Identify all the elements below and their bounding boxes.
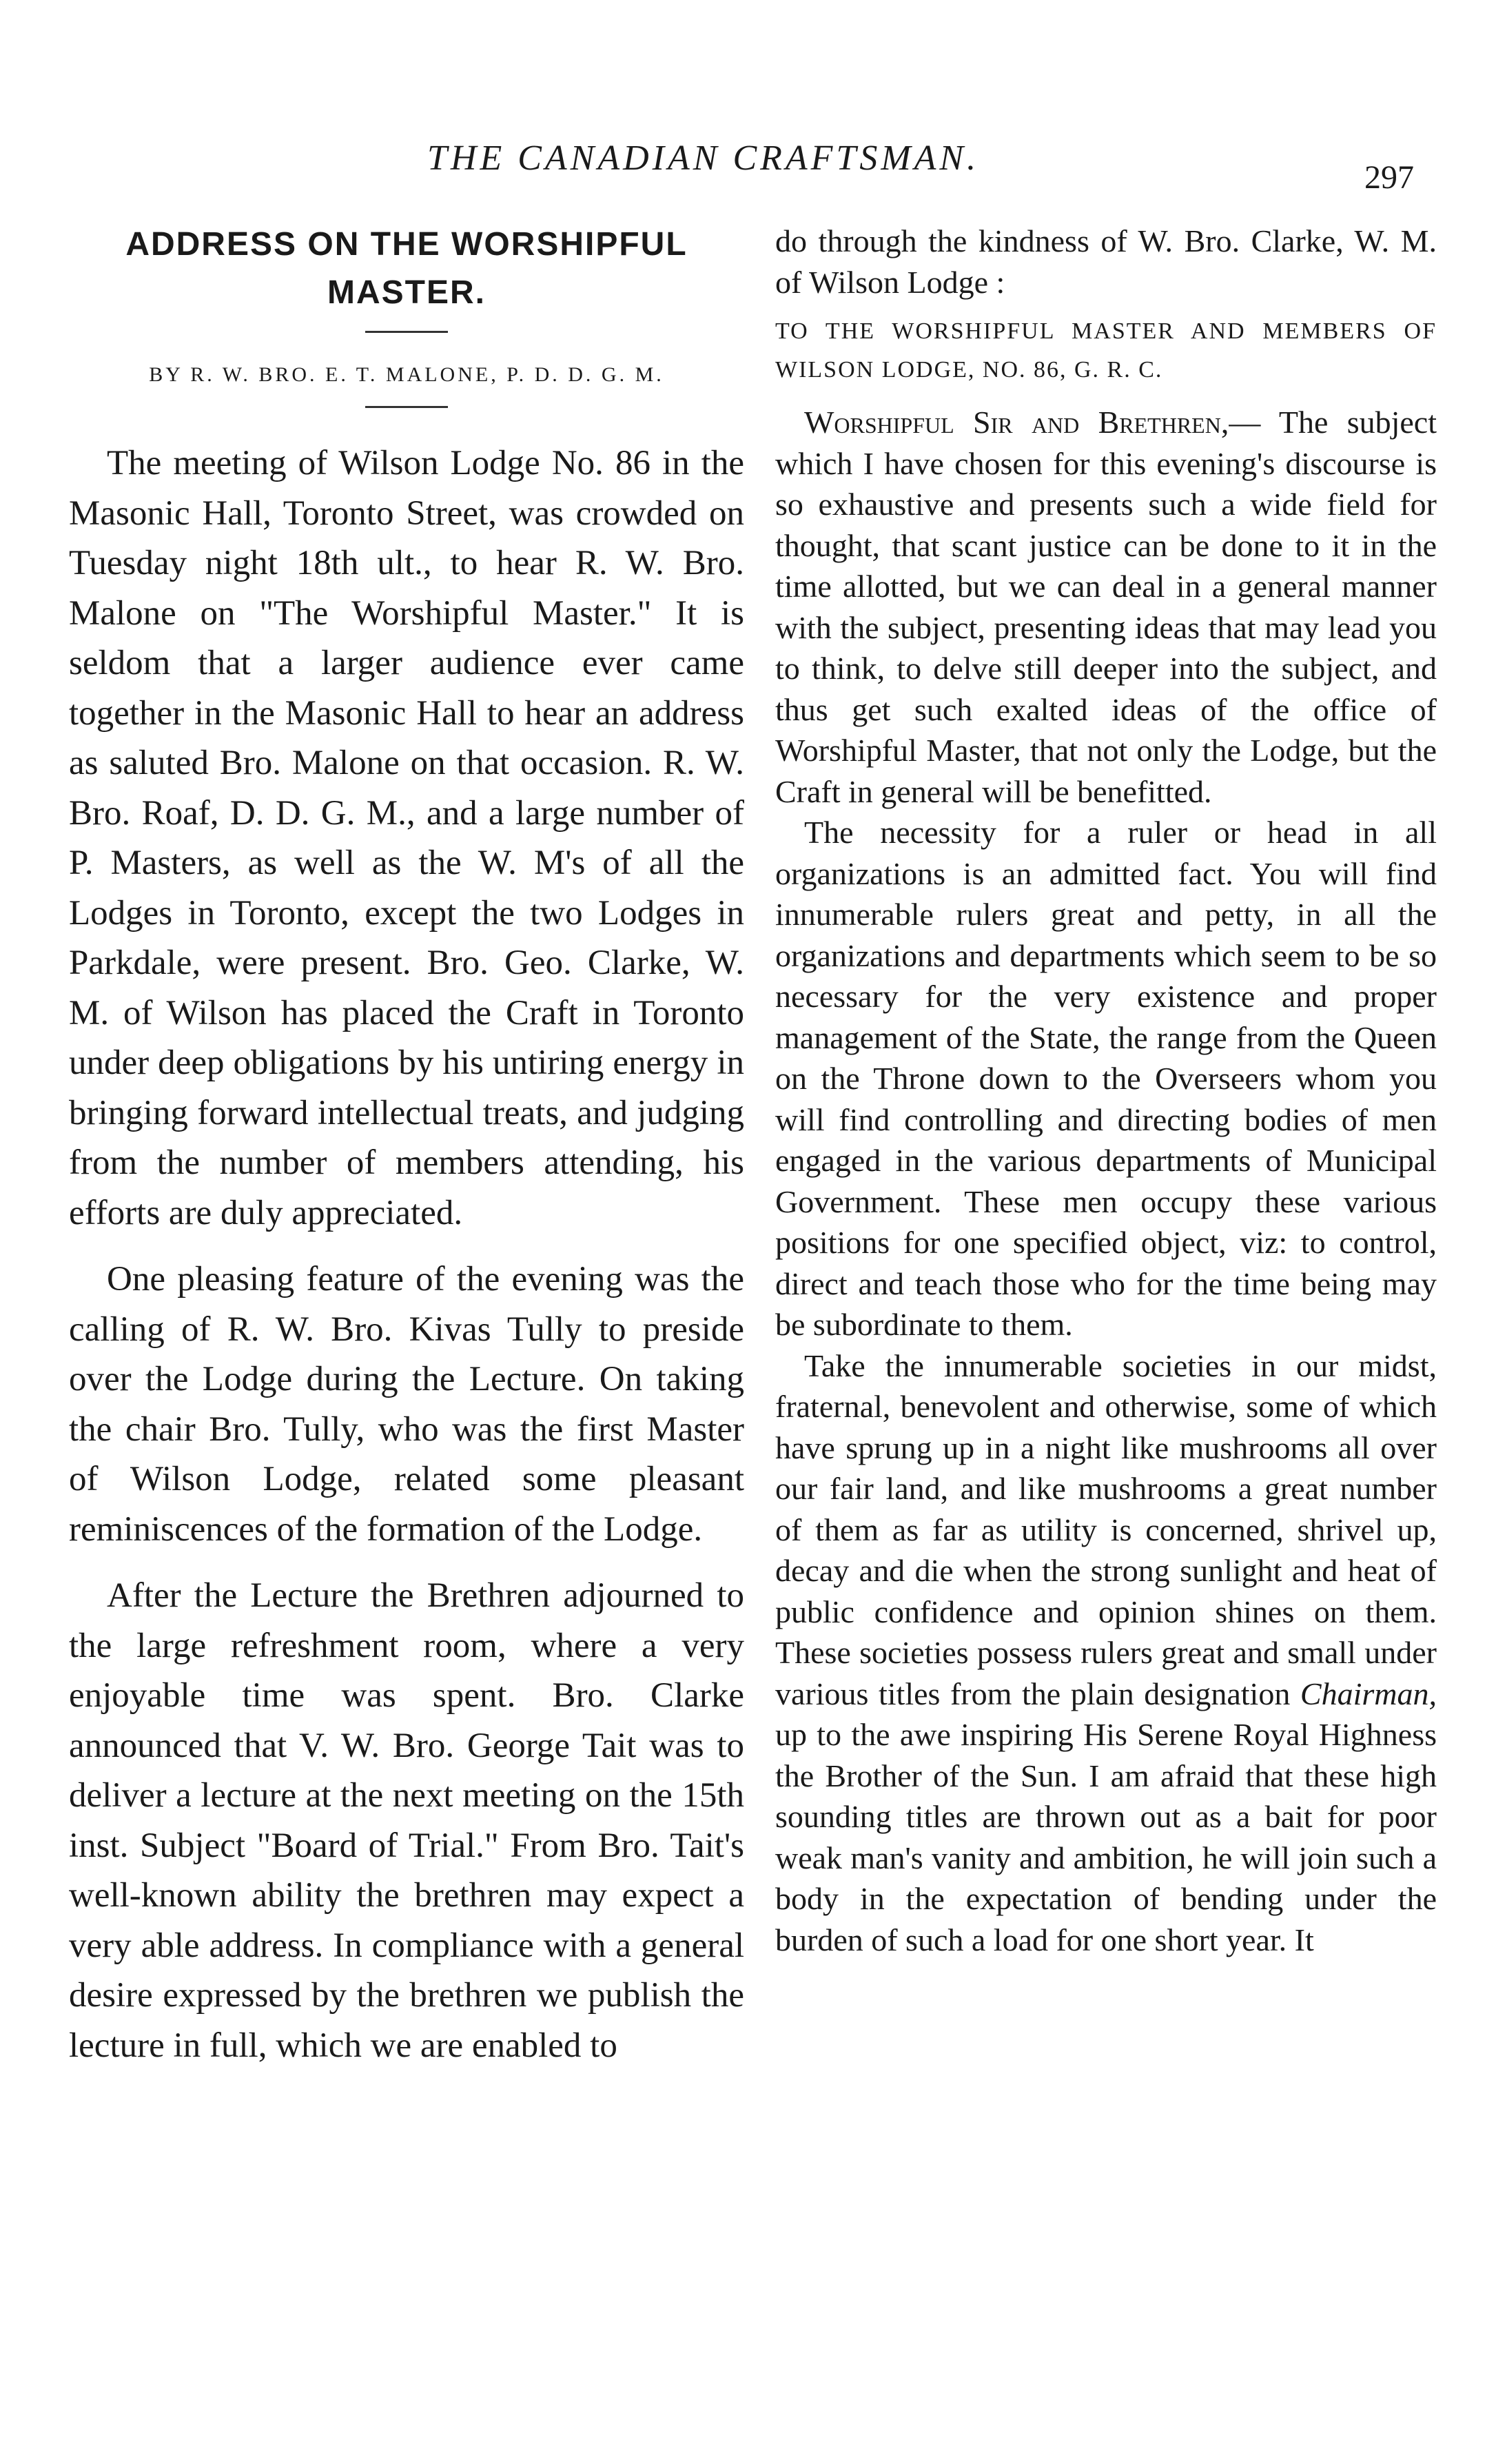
- right-paragraph-3: [775, 1345, 1437, 1961]
- left-paragraph-3: After the Lecture the Brethren adjourned to the large refreshment room, where a very enjoyable time was spent. Bro. Clarke announced that V. W. Bro. George Tait was to deliver a lecture at the next meeting on the 15th inst. Subject "Board of Trial." From Bro. Tait's well-known ability the brethren may expect a very able address. In compliance with a general desire expressed by the brethren we publish the lecture in full, which we are enabled to: [69, 1576, 744, 2065]
- left-paragraph-1: The meeting of Wilson Lodge No. 86 in the Masonic Hall, Toronto Street, was crowded on Tuesday night 18th ult., to hear R. W. Bro. Malone on "The Worshipful Master." It is seldom that a larger audience ever came together in the Masonic Hall to hear an address as saluted Bro. Malone on that occasion. R. W. Bro. Roaf, D. D. G. M., and a large number of P. Masters, as well as the W. M's of all the Lodges in Toronto, except the two Lodges in Parkdale, were present. Bro. Geo. Clarke, W. M. of Wilson has placed the Craft in Toronto under deep obligations by his untiring energy in bringing forward intellectual treats, and judging from the number of members attending, his efforts are duly appreciated.: [69, 444, 744, 1232]
- title-divider: [365, 331, 448, 333]
- right-paragraph-3-part-1: Take the innumerable societies in our midst, fraternal, benevolent and otherwise, some of which have sprung up in a night like mushrooms all over our fair land, and like mushrooms a great number of them as far as utility is concerned, shrivel up, decay and die when the strong sunlight and heat of public confidence and opinion shines on them. These societies possess rulers great and small under various titles from the plain designation: [775, 1347, 1437, 1711]
- right-continuation: do through the kindness of W. Bro. Clarke, W. M. of Wilson Lodge :: [775, 223, 1437, 300]
- right-paragraph-3-italic: Chairman,: [1300, 1676, 1437, 1711]
- article-title-line-1: ADDRESS ON THE WORSHIPFUL: [125, 226, 688, 263]
- article-byline: BY R. W. BRO. E. T. MALONE, P. D. D. G. M.: [149, 363, 664, 386]
- left-paragraph-2: One pleasing feature of the evening was the calling of R. W. Bro. Kivas Tully to preside over the Lodge during the Lecture. On taking the chair Bro. Tully, who was the first Master of Wilson Lodge, related some pleasant reminiscences of the formation of the Lodge.: [69, 1260, 744, 1549]
- article-title-line-2: MASTER.: [327, 274, 486, 311]
- right-paragraph-3-part-2: up to the awe inspiring His Serene Royal Highness the Brother of the Sun. I am afraid that these high sounding titles are thrown out as a bait for poor weak man's vanity and ambition, he will join such a body in the expectation of bending under the burden of such a load for one short year. It: [775, 1717, 1437, 1957]
- byline-divider: [365, 406, 448, 408]
- page-number: 297: [1364, 159, 1414, 196]
- right-paragraph-1-text: The subject which I have chosen for this evening's discourse is so exhaustive and presents such a wide field for thought, that scant justice can be done to it in the time allotted, but we can deal in a general manner with the subject, presenting ideas that may lead you to think, to delve still deeper into the subject, and thus get such exalted ideas of the office of Worshipful Master, that not only the Lodge, but the Craft in general will be benefitted.: [775, 405, 1437, 809]
- address-recipient: TO THE WORSHIPFUL MASTER AND MEMBERS OF WILSON LODGE, NO. 86, G. R. C.: [775, 318, 1437, 383]
- right-paragraph-2: The necessity for a ruler or head in all organizations is an admitted fact. You will find innumerable rulers great and petty, in all the organizations and departments which seem to be so necessary for the very existence and proper management of the State, the range from the Queen on the Throne down to the Overseers whom you will find controlling and directing bodies of men engaged in the various departments of Municipal Government. These men occupy these various positions for one specified object, viz: to control, direct and teach those who for the time being may be subordinate to them.: [775, 815, 1437, 1342]
- running-title: THE CANADIAN CRAFTSMAN.: [427, 139, 980, 178]
- left-column: [69, 221, 744, 2070]
- salutation: Worshipful Sir and Brethren,—: [804, 405, 1261, 440]
- right-column: [775, 221, 1437, 1960]
- article-title: [69, 221, 744, 317]
- right-paragraph-1: [775, 402, 1437, 812]
